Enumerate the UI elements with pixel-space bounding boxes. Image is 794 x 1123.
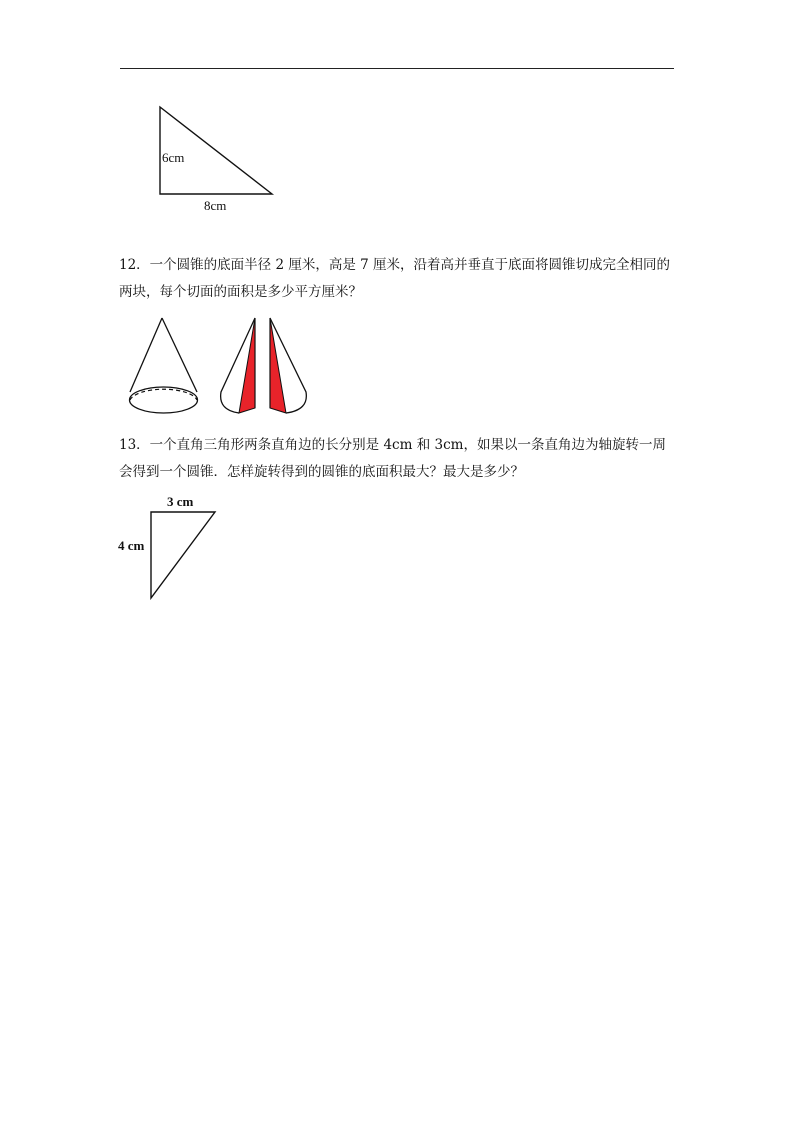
question-13-line-2: 会得到一个圆锥．怎样旋转得到的圆锥的底面积最大？最大是多少？	[119, 464, 524, 480]
left-half-cone	[221, 318, 255, 413]
base-label: 8cm	[204, 198, 227, 213]
right-triangle	[151, 512, 215, 598]
left-cut-face	[239, 318, 255, 413]
right-triangle-figure-q13	[115, 490, 225, 605]
height-label: 6cm	[162, 150, 185, 165]
top-side-label: 3 cm	[167, 494, 194, 509]
cone-cut-figure-q12	[120, 310, 320, 420]
question-12	[119, 252, 679, 306]
whole-cone	[130, 318, 198, 413]
question-12-line-1: 12．一个圆锥的底面半径 2 厘米，高是 7 厘米，沿着高并垂直于底面将圆锥切成完全相同的	[119, 257, 671, 273]
vertical-side-label: 4 cm	[118, 538, 145, 553]
cone-base	[130, 387, 198, 413]
right-triangle-figure-q11	[150, 100, 290, 220]
right-half-cone	[270, 318, 306, 413]
right-cut-face	[270, 318, 286, 413]
question-13-line-1: 13．一个直角三角形两条直角边的长分别是 4cm 和 3cm，如果以一条直角边为轴旋转一周	[119, 437, 666, 453]
question-12-line-2: 两块，每个切面的面积是多少平方厘米？	[119, 284, 362, 300]
header-rule	[120, 68, 674, 69]
question-13	[119, 432, 679, 486]
